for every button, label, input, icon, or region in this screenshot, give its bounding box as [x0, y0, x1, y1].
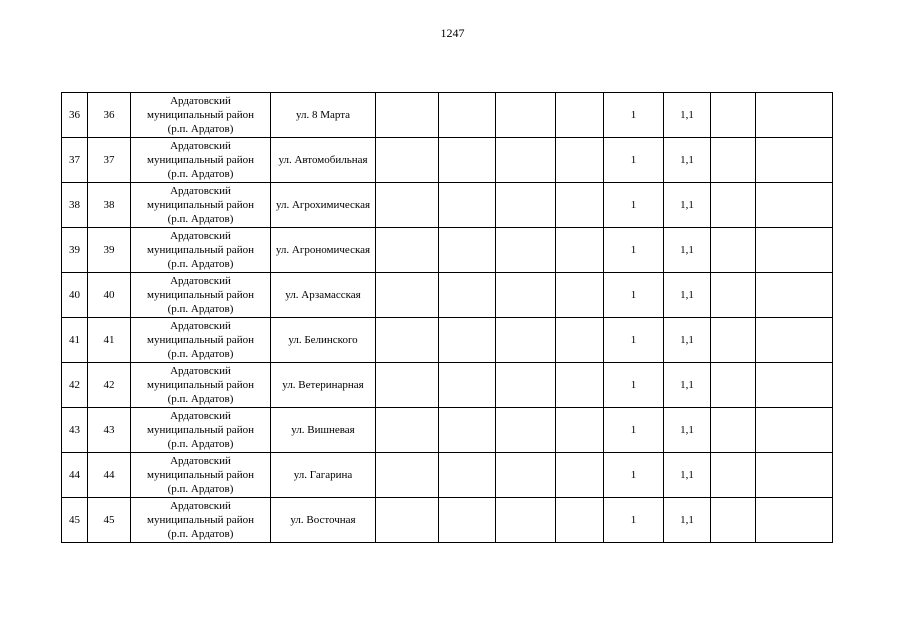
empty-cell	[756, 138, 833, 183]
table-row	[62, 453, 833, 498]
street-cell: ул. Вишневая	[271, 408, 376, 453]
empty-cell	[376, 498, 439, 543]
street-cell: ул. Арзамасская	[271, 273, 376, 318]
empty-cell	[439, 138, 496, 183]
district-cell	[131, 318, 271, 363]
row-number-cell: 41	[62, 318, 88, 363]
district-line: (р.п. Ардатов)	[167, 438, 234, 450]
empty-cell	[711, 93, 756, 138]
row-number-cell: 40	[62, 273, 88, 318]
district-line: Ардатовский	[170, 410, 231, 422]
empty-cell	[556, 408, 604, 453]
empty-cell	[496, 138, 556, 183]
value-cell: 1,1	[664, 138, 711, 183]
empty-cell	[496, 273, 556, 318]
row-number-cell: 37	[62, 138, 88, 183]
empty-cell	[756, 183, 833, 228]
count-cell: 1	[604, 363, 664, 408]
street-cell: ул. Автомобильная	[271, 138, 376, 183]
empty-cell	[756, 273, 833, 318]
count-cell: 1	[604, 498, 664, 543]
row-number-cell: 36	[62, 93, 88, 138]
district-line: муниципальный район	[147, 514, 254, 526]
value-cell: 1,1	[664, 498, 711, 543]
empty-cell	[376, 453, 439, 498]
value-cell: 1,1	[664, 93, 711, 138]
empty-cell	[439, 93, 496, 138]
registry-number-cell: 40	[88, 273, 131, 318]
value-cell: 1,1	[664, 228, 711, 273]
empty-cell	[711, 453, 756, 498]
empty-cell	[439, 183, 496, 228]
empty-cell	[496, 408, 556, 453]
value-cell: 1,1	[664, 318, 711, 363]
row-number-cell: 38	[62, 183, 88, 228]
page-number: 1247	[440, 26, 465, 40]
empty-cell	[556, 93, 604, 138]
count-cell: 1	[604, 318, 664, 363]
district-line: (р.п. Ардатов)	[167, 393, 234, 405]
empty-cell	[439, 498, 496, 543]
district-line: муниципальный район	[147, 424, 254, 436]
district-line: (р.п. Ардатов)	[167, 483, 234, 495]
empty-cell	[496, 93, 556, 138]
count-cell: 1	[604, 183, 664, 228]
district-line: (р.п. Ардатов)	[167, 168, 234, 180]
district-cell	[131, 363, 271, 408]
district-line: (р.п. Ардатов)	[167, 348, 234, 360]
registry-number-cell: 41	[88, 318, 131, 363]
district-line: Ардатовский	[170, 500, 231, 512]
empty-cell	[439, 318, 496, 363]
empty-cell	[756, 408, 833, 453]
registry-number-cell: 45	[88, 498, 131, 543]
district-cell	[131, 453, 271, 498]
district-line: Ардатовский	[170, 185, 231, 197]
empty-cell	[556, 498, 604, 543]
registry-number-cell: 39	[88, 228, 131, 273]
registry-number-cell: 44	[88, 453, 131, 498]
district-cell	[131, 93, 271, 138]
table-row	[62, 138, 833, 183]
empty-cell	[756, 453, 833, 498]
district-cell	[131, 498, 271, 543]
registry-number-cell: 43	[88, 408, 131, 453]
street-cell: ул. Восточная	[271, 498, 376, 543]
street-cell: ул. 8 Марта	[271, 93, 376, 138]
empty-cell	[376, 183, 439, 228]
district-line: Ардатовский	[170, 455, 231, 467]
empty-cell	[756, 93, 833, 138]
empty-cell	[711, 363, 756, 408]
empty-cell	[439, 228, 496, 273]
registry-body	[62, 93, 833, 543]
empty-cell	[556, 138, 604, 183]
district-line: Ардатовский	[170, 95, 231, 107]
empty-cell	[756, 318, 833, 363]
table-row	[62, 498, 833, 543]
empty-cell	[556, 453, 604, 498]
empty-cell	[711, 183, 756, 228]
count-cell: 1	[604, 228, 664, 273]
district-line: муниципальный район	[147, 469, 254, 481]
district-cell	[131, 183, 271, 228]
empty-cell	[711, 498, 756, 543]
registry-number-cell: 36	[88, 93, 131, 138]
empty-cell	[496, 318, 556, 363]
district-line: муниципальный район	[147, 244, 254, 256]
row-number-cell: 45	[62, 498, 88, 543]
table-row	[62, 408, 833, 453]
registry-table	[61, 92, 833, 543]
row-number-cell: 44	[62, 453, 88, 498]
count-cell: 1	[604, 273, 664, 318]
empty-cell	[711, 138, 756, 183]
empty-cell	[711, 228, 756, 273]
empty-cell	[556, 318, 604, 363]
row-number-cell: 43	[62, 408, 88, 453]
district-cell	[131, 138, 271, 183]
count-cell: 1	[604, 138, 664, 183]
empty-cell	[376, 273, 439, 318]
empty-cell	[496, 363, 556, 408]
district-line: Ардатовский	[170, 140, 231, 152]
empty-cell	[439, 408, 496, 453]
district-line: муниципальный район	[147, 199, 254, 211]
district-line: муниципальный район	[147, 154, 254, 166]
row-number-cell: 42	[62, 363, 88, 408]
empty-cell	[439, 453, 496, 498]
street-cell: ул. Гагарина	[271, 453, 376, 498]
empty-cell	[376, 318, 439, 363]
empty-cell	[496, 228, 556, 273]
table-row	[62, 318, 833, 363]
empty-cell	[439, 363, 496, 408]
empty-cell	[496, 498, 556, 543]
empty-cell	[711, 273, 756, 318]
empty-cell	[496, 183, 556, 228]
value-cell: 1,1	[664, 273, 711, 318]
district-cell	[131, 408, 271, 453]
district-line: Ардатовский	[170, 320, 231, 332]
empty-cell	[376, 93, 439, 138]
street-cell: ул. Агрономическая	[271, 228, 376, 273]
empty-cell	[376, 408, 439, 453]
empty-cell	[439, 273, 496, 318]
value-cell: 1,1	[664, 453, 711, 498]
district-line: Ардатовский	[170, 230, 231, 242]
value-cell: 1,1	[664, 363, 711, 408]
district-line: муниципальный район	[147, 334, 254, 346]
registry-number-cell: 42	[88, 363, 131, 408]
value-cell: 1,1	[664, 183, 711, 228]
registry-number-cell: 37	[88, 138, 131, 183]
district-line: муниципальный район	[147, 109, 254, 121]
table-row	[62, 93, 833, 138]
empty-cell	[756, 363, 833, 408]
district-line: (р.п. Ардатов)	[167, 123, 234, 135]
street-cell: ул. Белинского	[271, 318, 376, 363]
table-row	[62, 363, 833, 408]
table-row	[62, 228, 833, 273]
empty-cell	[376, 228, 439, 273]
row-number-cell: 39	[62, 228, 88, 273]
table-row	[62, 183, 833, 228]
district-line: Ардатовский	[170, 365, 231, 377]
empty-cell	[376, 138, 439, 183]
empty-cell	[556, 183, 604, 228]
table-row	[62, 273, 833, 318]
empty-cell	[711, 408, 756, 453]
district-line: (р.п. Ардатов)	[167, 213, 234, 225]
empty-cell	[556, 273, 604, 318]
district-line: (р.п. Ардатов)	[167, 528, 234, 540]
count-cell: 1	[604, 93, 664, 138]
street-cell: ул. Ветеринарная	[271, 363, 376, 408]
empty-cell	[556, 363, 604, 408]
empty-cell	[496, 453, 556, 498]
district-line: (р.п. Ардатов)	[167, 258, 234, 270]
district-line: муниципальный район	[147, 289, 254, 301]
district-cell	[131, 273, 271, 318]
empty-cell	[376, 363, 439, 408]
empty-cell	[711, 318, 756, 363]
empty-cell	[756, 228, 833, 273]
count-cell: 1	[604, 453, 664, 498]
district-cell	[131, 228, 271, 273]
district-line: Ардатовский	[170, 275, 231, 287]
count-cell: 1	[604, 408, 664, 453]
empty-cell	[556, 228, 604, 273]
empty-cell	[756, 498, 833, 543]
value-cell: 1,1	[664, 408, 711, 453]
registry-number-cell: 38	[88, 183, 131, 228]
street-cell: ул. Агрохимическая	[271, 183, 376, 228]
district-line: (р.п. Ардатов)	[167, 303, 234, 315]
district-line: муниципальный район	[147, 379, 254, 391]
